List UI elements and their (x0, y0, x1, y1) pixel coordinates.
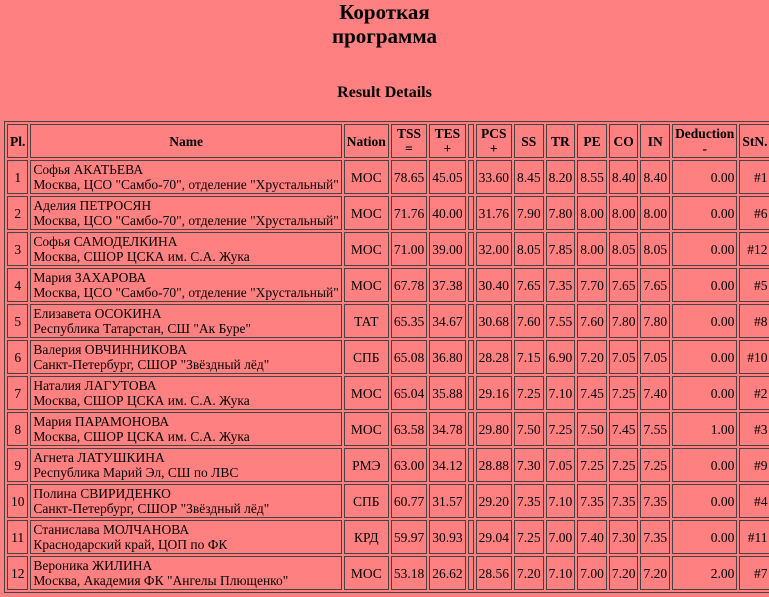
co-cell: 7.45 (609, 412, 639, 446)
header-tss-sub: = (405, 141, 413, 156)
skater-club: Москва, ЦСО "Самбо-70", отделение "Хрустальный" (33, 213, 339, 228)
table-row (7, 268, 769, 302)
skater-club: Краснодарский край, ЦОП по ФК (33, 537, 228, 552)
spacer-cell (468, 232, 474, 266)
name-cell (30, 556, 341, 590)
table-row (7, 196, 769, 230)
header-tss (391, 124, 427, 158)
skater-name: Елизавета ОСОКИНА (33, 306, 162, 321)
stn-cell: #4 (739, 484, 769, 518)
deduction-cell: 0.00 (672, 232, 737, 266)
nation-cell: РМЭ (344, 448, 389, 482)
stn-cell: #5 (739, 268, 769, 302)
name-cell (30, 232, 341, 266)
ss-cell: 7.25 (514, 520, 544, 554)
name-cell (30, 520, 341, 554)
spacer-cell (468, 484, 474, 518)
place-cell: 3 (7, 232, 28, 266)
nation-cell: МОС (344, 268, 389, 302)
tr-cell: 7.55 (546, 304, 576, 338)
deduction-cell: 2.00 (672, 556, 737, 590)
results-body (7, 160, 769, 590)
skater-name: Агнета ЛАТУШКИНА (33, 450, 165, 465)
skater-club: Москва, ЦСО "Самбо-70", отделение "Хрустальный" (33, 285, 339, 300)
tss-cell: 65.35 (391, 304, 427, 338)
deduction-cell: 0.00 (672, 484, 737, 518)
co-cell: 8.05 (609, 232, 639, 266)
in-cell: 7.80 (640, 304, 670, 338)
place-cell: 11 (7, 520, 28, 554)
header-deduction (672, 124, 737, 158)
nation-cell: СПБ (344, 340, 389, 374)
table-row (7, 520, 769, 554)
deduction-cell: 0.00 (672, 376, 737, 410)
tes-cell: 31.57 (429, 484, 465, 518)
table-row (7, 160, 769, 194)
header-spacer (468, 124, 474, 158)
pcs-cell: 29.16 (476, 376, 512, 410)
pcs-cell: 33.60 (476, 160, 512, 194)
tes-cell: 40.00 (429, 196, 465, 230)
ss-cell: 7.20 (514, 556, 544, 590)
table-row (7, 448, 769, 482)
stn-cell: #1 (739, 160, 769, 194)
tes-cell: 39.00 (429, 232, 465, 266)
header-nation: Nation (344, 124, 389, 158)
tss-cell: 63.58 (391, 412, 427, 446)
pcs-cell: 29.80 (476, 412, 512, 446)
tes-cell: 37.38 (429, 268, 465, 302)
co-cell: 8.00 (609, 196, 639, 230)
header-tes-label: TES (434, 126, 461, 141)
skater-club: Москва, Академия ФК "Ангелы Плющенко" (33, 573, 289, 588)
spacer-cell (468, 376, 474, 410)
spacer-cell (468, 304, 474, 338)
in-cell: 7.35 (640, 520, 670, 554)
header-in: IN (640, 124, 670, 158)
spacer-cell (468, 268, 474, 302)
skater-name: Софья САМОДЕЛКИНА (33, 234, 178, 249)
pcs-cell: 28.56 (476, 556, 512, 590)
place-cell: 10 (7, 484, 28, 518)
ss-cell: 7.50 (514, 412, 544, 446)
tss-cell: 65.04 (391, 376, 427, 410)
in-cell: 8.00 (640, 196, 670, 230)
tss-cell: 63.00 (391, 448, 427, 482)
name-cell (30, 340, 341, 374)
place-cell: 9 (7, 448, 28, 482)
co-cell: 7.25 (609, 376, 639, 410)
ss-cell: 7.65 (514, 268, 544, 302)
skater-club: Москва, ЦСО "Самбо-70", отделение "Хрустальный" (33, 177, 339, 192)
tr-cell: 7.10 (546, 376, 576, 410)
tss-cell: 71.76 (391, 196, 427, 230)
table-row (7, 376, 769, 410)
pcs-cell: 32.00 (476, 232, 512, 266)
in-cell: 8.40 (640, 160, 670, 194)
header-name: Name (30, 124, 341, 158)
tr-cell: 8.20 (546, 160, 576, 194)
header-tes (429, 124, 465, 158)
spacer-cell (468, 340, 474, 374)
skater-name: Полина СВИРИДЕНКО (33, 486, 171, 501)
tes-cell: 30.93 (429, 520, 465, 554)
tr-cell: 7.80 (546, 196, 576, 230)
page-title (0, 0, 769, 48)
pe-cell: 7.45 (577, 376, 607, 410)
tr-cell: 7.85 (546, 232, 576, 266)
header-stn: StN. (739, 124, 769, 158)
skater-club: Москва, СШОР ЦСКА им. С.А. Жука (33, 393, 250, 408)
pe-cell: 8.55 (577, 160, 607, 194)
name-cell (30, 304, 341, 338)
in-cell: 7.25 (640, 448, 670, 482)
tr-cell: 7.05 (546, 448, 576, 482)
pcs-cell: 29.04 (476, 520, 512, 554)
header-pcs-sub: + (489, 141, 498, 156)
tss-cell: 67.78 (391, 268, 427, 302)
ss-cell: 8.05 (514, 232, 544, 266)
co-cell: 7.35 (609, 484, 639, 518)
header-pe: PE (577, 124, 607, 158)
place-cell: 1 (7, 160, 28, 194)
spacer-cell (468, 196, 474, 230)
co-cell: 7.25 (609, 448, 639, 482)
spacer-cell (468, 448, 474, 482)
pe-cell: 7.40 (577, 520, 607, 554)
ss-cell: 7.15 (514, 340, 544, 374)
section-subtitle: Result Details (337, 84, 432, 101)
spacer-cell (468, 556, 474, 590)
co-cell: 8.40 (609, 160, 639, 194)
place-cell: 12 (7, 556, 28, 590)
name-cell (30, 376, 341, 410)
pcs-cell: 30.68 (476, 304, 512, 338)
table-row (7, 556, 769, 590)
table-row (7, 484, 769, 518)
skater-club: Республика Татарстан, СШ "Ак Буре" (33, 321, 252, 336)
tr-cell: 7.00 (546, 520, 576, 554)
tes-cell: 34.78 (429, 412, 465, 446)
name-cell (30, 412, 341, 446)
header-co: CO (609, 124, 639, 158)
skater-club: Москва, СШОР ЦСКА им. С.А. Жука (33, 249, 250, 264)
co-cell: 7.80 (609, 304, 639, 338)
place-cell: 8 (7, 412, 28, 446)
tss-cell: 78.65 (391, 160, 427, 194)
place-cell: 6 (7, 340, 28, 374)
pe-cell: 8.00 (577, 196, 607, 230)
tes-cell: 34.67 (429, 304, 465, 338)
skater-club: Москва, СШОР ЦСКА им. С.А. Жука (33, 429, 250, 444)
stn-cell: #8 (739, 304, 769, 338)
pcs-cell: 28.88 (476, 448, 512, 482)
tss-cell: 71.00 (391, 232, 427, 266)
header-tes-sub: + (443, 141, 452, 156)
in-cell: 7.35 (640, 484, 670, 518)
pe-cell: 7.60 (577, 304, 607, 338)
deduction-cell: 0.00 (672, 160, 737, 194)
place-cell: 4 (7, 268, 28, 302)
header-pl: Pl. (7, 124, 28, 158)
nation-cell: МОС (344, 232, 389, 266)
pe-cell: 7.50 (577, 412, 607, 446)
ss-cell: 7.60 (514, 304, 544, 338)
tss-cell: 53.18 (391, 556, 427, 590)
tss-cell: 65.08 (391, 340, 427, 374)
place-cell: 2 (7, 196, 28, 230)
tss-cell: 60.77 (391, 484, 427, 518)
stn-cell: #10 (739, 340, 769, 374)
pcs-cell: 28.28 (476, 340, 512, 374)
skater-name: Наталия ЛАГУТОВА (33, 378, 157, 393)
header-deduction-sub: - (702, 141, 707, 156)
header-tr: TR (546, 124, 576, 158)
tes-cell: 45.05 (429, 160, 465, 194)
pcs-cell: 31.76 (476, 196, 512, 230)
spacer-cell (468, 160, 474, 194)
pe-cell: 7.20 (577, 340, 607, 374)
table-row (7, 412, 769, 446)
skater-name: Мария ЗАХАРОВА (33, 270, 147, 285)
header-pcs (476, 124, 512, 158)
tes-cell: 35.88 (429, 376, 465, 410)
nation-cell: МОС (344, 412, 389, 446)
tr-cell: 6.90 (546, 340, 576, 374)
title-line-1: Короткая (339, 0, 430, 24)
in-cell: 7.05 (640, 340, 670, 374)
name-cell (30, 448, 341, 482)
stn-cell: #7 (739, 556, 769, 590)
pe-cell: 8.00 (577, 232, 607, 266)
skater-club: Республика Марий Эл, СШ по ЛВС (33, 465, 239, 480)
stn-cell: #9 (739, 448, 769, 482)
co-cell: 7.05 (609, 340, 639, 374)
table-row (7, 304, 769, 338)
skater-club: Санкт-Петербург, СШОР "Звёздный лёд" (33, 501, 270, 516)
nation-cell: МОС (344, 376, 389, 410)
in-cell: 7.55 (640, 412, 670, 446)
results-table (4, 121, 769, 593)
nation-cell: МОС (344, 160, 389, 194)
nation-cell: ТАТ (344, 304, 389, 338)
ss-cell: 7.30 (514, 448, 544, 482)
pe-cell: 7.70 (577, 268, 607, 302)
place-cell: 5 (7, 304, 28, 338)
deduction-cell: 0.00 (672, 520, 737, 554)
stn-cell: #2 (739, 376, 769, 410)
tes-cell: 26.62 (429, 556, 465, 590)
tss-cell: 59.97 (391, 520, 427, 554)
in-cell: 8.05 (640, 232, 670, 266)
name-cell (30, 268, 341, 302)
pe-cell: 7.00 (577, 556, 607, 590)
nation-cell: МОС (344, 556, 389, 590)
pe-cell: 7.35 (577, 484, 607, 518)
co-cell: 7.65 (609, 268, 639, 302)
name-cell (30, 160, 341, 194)
skater-name: Вероника ЖИЛИНА (33, 558, 153, 573)
skater-name: Станислава МОЛЧАНОВА (33, 522, 190, 537)
stn-cell: #11 (739, 520, 769, 554)
in-cell: 7.20 (640, 556, 670, 590)
skater-name: Софья АКАТЬЕВА (33, 162, 144, 177)
deduction-cell: 1.00 (672, 412, 737, 446)
spacer-cell (468, 520, 474, 554)
header-ss: SS (514, 124, 544, 158)
name-cell (30, 484, 341, 518)
tr-cell: 7.10 (546, 556, 576, 590)
ss-cell: 7.90 (514, 196, 544, 230)
ss-cell: 7.25 (514, 376, 544, 410)
deduction-cell: 0.00 (672, 196, 737, 230)
ss-cell: 8.45 (514, 160, 544, 194)
deduction-cell: 0.00 (672, 340, 737, 374)
skater-name: Валерия ОВЧИННИКОВА (33, 342, 187, 357)
deduction-cell: 0.00 (672, 304, 737, 338)
deduction-cell: 0.00 (672, 448, 737, 482)
header-deduction-label: Deduction (675, 126, 735, 141)
tr-cell: 7.35 (546, 268, 576, 302)
header-row (7, 124, 769, 158)
stn-cell: #12 (739, 232, 769, 266)
title-line-2: программа (332, 24, 437, 48)
skater-name: Мария ПАРАМОНОВА (33, 414, 170, 429)
tes-cell: 34.12 (429, 448, 465, 482)
tr-cell: 7.10 (546, 484, 576, 518)
nation-cell: СПБ (344, 484, 389, 518)
co-cell: 7.20 (609, 556, 639, 590)
nation-cell: КРД (344, 520, 389, 554)
stn-cell: #3 (739, 412, 769, 446)
ss-cell: 7.35 (514, 484, 544, 518)
tr-cell: 7.25 (546, 412, 576, 446)
skater-name: Аделия ПЕТРОСЯН (33, 198, 152, 213)
header-pcs-label: PCS (480, 126, 507, 141)
pcs-cell: 29.20 (476, 484, 512, 518)
table-row (7, 232, 769, 266)
pcs-cell: 30.40 (476, 268, 512, 302)
skater-club: Санкт-Петербург, СШОР "Звёздный лёд" (33, 357, 270, 372)
in-cell: 7.65 (640, 268, 670, 302)
nation-cell: МОС (344, 196, 389, 230)
in-cell: 7.40 (640, 376, 670, 410)
name-cell (30, 196, 341, 230)
place-cell: 7 (7, 376, 28, 410)
header-tss-label: TSS (396, 126, 422, 141)
pe-cell: 7.25 (577, 448, 607, 482)
co-cell: 7.30 (609, 520, 639, 554)
spacer-cell (468, 412, 474, 446)
stn-cell: #6 (739, 196, 769, 230)
tes-cell: 36.80 (429, 340, 465, 374)
deduction-cell: 0.00 (672, 268, 737, 302)
table-row (7, 340, 769, 374)
